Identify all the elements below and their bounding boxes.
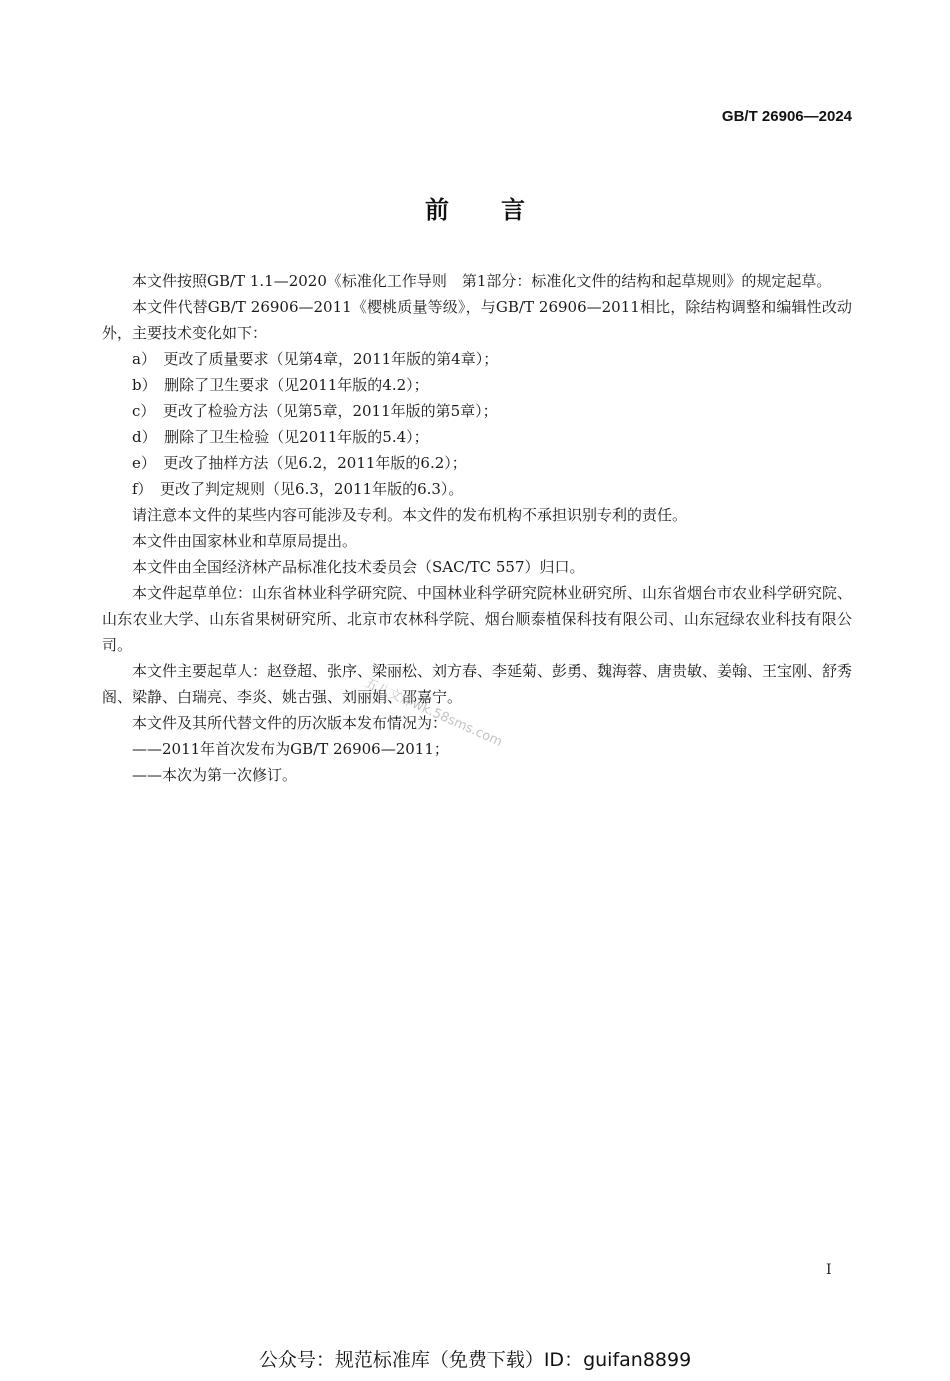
- change-item-d: d） 删除了卫生检验（见2011年版的5.4）；: [132, 428, 429, 446]
- document-code: GB/T 26906—2024: [721, 108, 852, 125]
- change-item-f: f） 更改了判定规则（见6.3，2011年版的6.3）。: [132, 480, 464, 498]
- paragraph-drafting-rules: 本文件按照GB/T 1.1—2020《标准化工作导则 第1部分：标准化文件的结构和起草规则》的规定起草。: [132, 272, 832, 290]
- paragraph-drafters: 本文件主要起草人：赵登超、张序、梁丽松、刘方春、李延菊、彭勇、魏海蓉、唐贵敏、姜翰、王宝刚、舒秀阁、梁静、白瑞亮、李炎、姚古强、刘丽娟、邵嘉宁。: [102, 662, 853, 706]
- watermark: 五八文库wk.58sms.com: [362, 675, 505, 750]
- paragraph-patent-notice: 请注意本文件的某些内容可能涉及专利。本文件的发布机构不承担识别专利的责任。: [132, 506, 688, 524]
- change-item-e: e） 更改了抽样方法（见6.2，2011年版的6.2）；: [132, 454, 467, 472]
- footer-banner: 公众号：规范标准库（免费下载）ID：guifan8899: [258, 1349, 692, 1371]
- paragraph-version-history: 本文件及其所代替文件的历次版本发布情况为：: [132, 714, 448, 732]
- history-item-first: ——2011年首次发布为GB/T 26906—2011；: [132, 740, 449, 758]
- history-item-revision: ——本次为第一次修订。: [132, 766, 298, 784]
- paragraph-proposer: 本文件由国家林业和草原局提出。: [132, 532, 358, 550]
- change-item-c: c） 更改了检验方法（见第5章，2011年版的第5章）；: [132, 402, 498, 420]
- page-title: 前言: [425, 196, 577, 224]
- foreword-body: [102, 268, 852, 788]
- paragraph-committee: 本文件由全国经济林产品标准化技术委员会（SAC/TC 557）归口。: [132, 558, 585, 576]
- change-item-a: a） 更改了质量要求（见第4章，2011年版的第4章）；: [132, 350, 499, 368]
- change-item-b: b） 删除了卫生要求（见2011年版的4.2）；: [132, 376, 429, 394]
- paragraph-drafting-units: 本文件起草单位：山东省林业科学研究院、中国林业科学研究院林业研究所、山东省烟台市农业科学研究院、山东农业大学、山东省果树研究所、北京市农林科学院、烟台顺泰植保科技有限公司、山东冠绿农业科技有限公司。: [102, 584, 853, 654]
- paragraph-replacement: 本文件代替GB/T 26906—2011《樱桃质量等级》，与GB/T 26906—2011相比，除结构调整和编辑性改动外，主要技术变化如下：: [102, 298, 852, 342]
- page-number: I: [826, 1262, 832, 1278]
